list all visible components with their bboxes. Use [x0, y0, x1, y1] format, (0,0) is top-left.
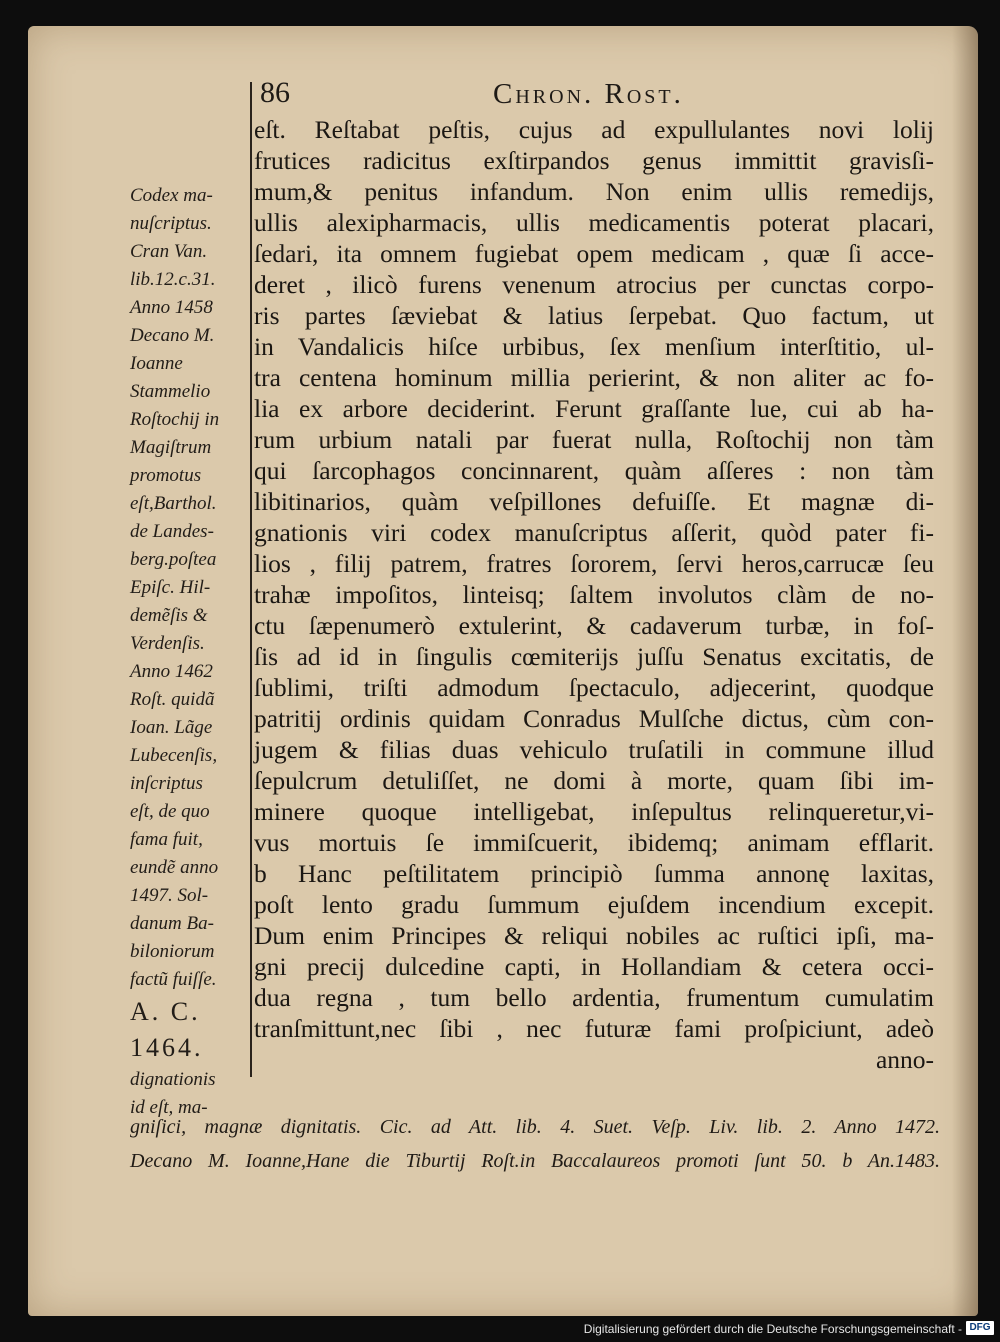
text-line: b Hanc peſtilitatem principiò ſumma annonę laxitas, — [254, 859, 934, 888]
funding-credit: Digitalisierung gefördert durch die Deutsche Forschungsgemeinschaft - — [583, 1322, 962, 1336]
margin-line: demẽſis & — [130, 605, 208, 626]
text-line: gnationis viri codex manuſcriptus aſſerit, quòd pater fi- — [254, 518, 934, 547]
margin-line: Cran Van. — [130, 241, 208, 262]
page-number: 86 — [260, 76, 290, 109]
text-line: tra centena hominum millia perierint, & non aliter ac fo- — [254, 363, 934, 392]
margin-notes — [130, 182, 248, 1122]
margin-line: Ioanne — [130, 353, 183, 374]
text-line: libitinarios, quàm veſpillones defuiſſe. Et magnæ di- — [254, 487, 934, 516]
margin-line: eſt,Barthol. — [130, 493, 217, 514]
text-line: minere quoque intelligebat, inſepultus relinqueretur,vi- — [254, 797, 934, 826]
margin-line: Decano M. — [130, 325, 215, 346]
margin-line: Codex ma- — [130, 185, 213, 206]
text-line: poſt lento gradu ſummum ejuſdem incendium excepit. — [254, 890, 934, 919]
margin-line: eſt, de quo — [130, 801, 210, 822]
margin-line: id eſt, ma- — [130, 1097, 208, 1118]
text-line: ſublimi, triſti admodum ſpectaculo, adjecerint, quodque — [254, 673, 934, 702]
text-line: tranſmittunt,nec ſibi , nec futuræ fami proſpiciunt, adeò — [254, 1014, 934, 1043]
margin-line: biloniorum — [130, 941, 215, 962]
text-line: frutices radicitus exſtirpandos genus immittit gravisſi- — [254, 146, 934, 175]
footnotes — [130, 1110, 940, 1178]
digitization-footer — [0, 1318, 1000, 1342]
margin-line: Lubecenſis, — [130, 745, 218, 766]
margin-line: Roſtochij in — [130, 409, 220, 430]
text-line: gni precij dulcedine capti, in Hollandiam & cetera occi- — [254, 952, 934, 981]
footnote-line: gniſici, magnæ dignitatis. Cic. ad Att. lib. 4. Suet. Veſp. Liv. lib. 2. Anno 1472. — [130, 1116, 940, 1138]
margin-line: Magiſtrum — [130, 437, 212, 458]
text-line: Dum enim Principes & reliqui nobiles ac ruſtici ipſi, ma- — [254, 921, 934, 950]
margin-line: eundẽ anno — [130, 857, 219, 878]
text-line: eſt. Reſtabat peſtis, cujus ad expullulantes novi lolij — [254, 115, 934, 144]
margin-line: Verdenſis. — [130, 633, 205, 654]
text-line: rum urbium natali par fuerat nulla, Roſtochij non tàm — [254, 425, 934, 454]
margin-line: Ioan. Lãge — [130, 717, 213, 738]
text-line: ullis alexipharmacis, ullis medicamentis poterat placari, — [254, 208, 934, 237]
margin-line: Stammelio — [130, 381, 211, 402]
margin-line: Anno 1462 — [130, 661, 213, 682]
margin-line: promotus — [130, 465, 202, 486]
margin-line: Epiſc. Hil- — [130, 577, 211, 598]
book-page — [28, 26, 978, 1316]
margin-line: nuſcriptus. — [130, 213, 212, 234]
page-edge-shadow — [952, 26, 978, 1316]
text-line: ſedari, ita omnem fugiebat opem medicam , quæ ſi acce- — [254, 239, 934, 268]
margin-line: factũ fuiſſe. — [130, 969, 217, 990]
main-text — [254, 114, 934, 1075]
margin-line: danum Ba- — [130, 913, 214, 934]
page-header — [28, 26, 978, 86]
footnote-line: Decano M. Ioanne,Hane die Tiburtij Roſt.in Baccalaureos promoti ſunt 50. b An.1483. — [130, 1150, 940, 1172]
text-line: lios , filij patrem, fratres ſororem, ſervi heros,carrucæ ſeu — [254, 549, 934, 578]
text-line: qui ſarcophagos concinnarent, quàm aſſeres : non tàm — [254, 456, 934, 485]
text-line: dua regna , tum bello ardentia, frumentum cumulatim — [254, 983, 934, 1012]
text-line: lia ex arbore deciderint. Ferunt graſſante lue, cui ab ha- — [254, 394, 934, 423]
margin-line: de Landes- — [130, 521, 214, 542]
margin-line: inſcriptus — [130, 773, 203, 794]
margin-line: dignationis — [130, 1069, 216, 1090]
text-line: mum,& penitus infandum. Non enim ullis remedijs, — [254, 177, 934, 206]
dfg-logo-icon: DFG — [966, 1321, 994, 1335]
margin-line: lib.12.c.31. — [130, 269, 216, 290]
catchword: anno- — [875, 1045, 934, 1074]
margin-line: Anno 1458 — [130, 297, 213, 318]
text-line: vus mortuis ſe immiſcuerit, ibidemq; animam efflarit. — [254, 828, 934, 857]
running-title: Chron. Rost. — [493, 78, 684, 110]
margin-line: berg.poſtea — [130, 549, 217, 570]
text-line: ctu ſæpenumerò extulerint, & cadaverum turbæ, in foſ- — [254, 611, 934, 640]
margin-year-value: 1464. — [130, 1033, 204, 1062]
margin-year-label: A. C. — [130, 997, 201, 1026]
text-line: patritij ordinis quidam Conradus Mulſche dictus, cùm con- — [254, 704, 934, 733]
text-line: ſepulcrum detuliſſet, ne domi à morte, quam ſibi im- — [254, 766, 934, 795]
margin-line: 1497. Sol- — [130, 885, 209, 906]
margin-line: fama fuit, — [130, 829, 203, 850]
text-line: deret , ilicò furens venenum atrocius per cunctas corpo- — [254, 270, 934, 299]
text-line: ris partes ſæviebat & latius ſerpebat. Quo factum, ut — [254, 301, 934, 330]
text-line: trahæ impoſitos, linteisq; ſaltem involutos clàm de no- — [254, 580, 934, 609]
text-line: in Vandalicis hiſce urbibus, ſex menſium interſtitio, ul- — [254, 332, 934, 361]
margin-line: Roſt. quidã — [130, 689, 215, 710]
text-line: ſis ad id in ſingulis cœmiterijs juſſu Senatus excitatis, de — [254, 642, 934, 671]
margin-rule — [250, 82, 252, 1077]
text-line: jugem & filias duas vehiculo truſatili in commune illud — [254, 735, 934, 764]
